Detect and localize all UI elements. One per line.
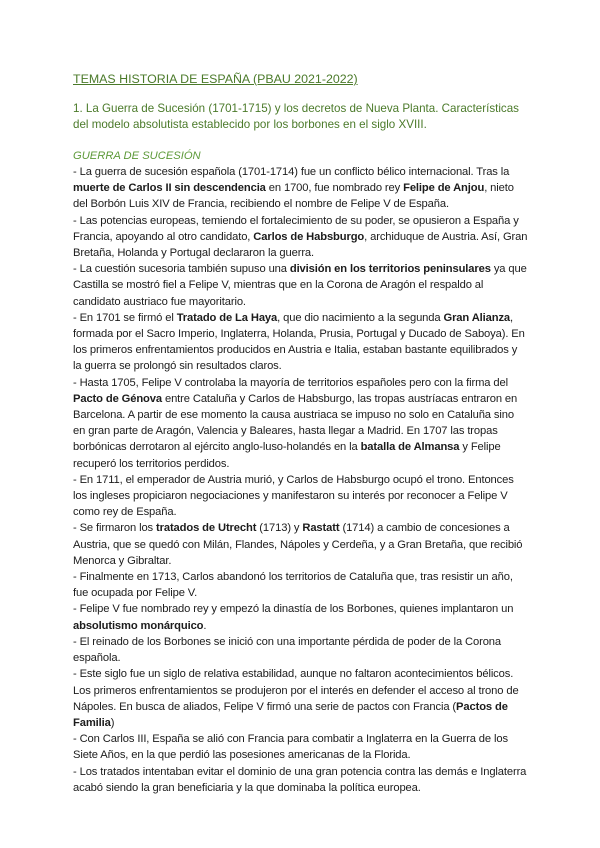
bold-term: Pacto de Génova xyxy=(73,392,162,405)
bold-term: Gran Alianza xyxy=(443,311,511,324)
text-run: (1713) y xyxy=(256,522,303,535)
bold-term: tratados de Utrecht xyxy=(156,522,257,535)
text-run: . xyxy=(203,619,207,632)
paragraph xyxy=(73,601,528,633)
paragraph xyxy=(73,375,528,472)
text-run: - Hasta 1705, Felipe V controlaba la mayoría de territorios españoles pero con la firma del xyxy=(73,376,508,389)
paragraph xyxy=(73,666,528,731)
bold-term: muerte de Carlos II sin descendencia xyxy=(73,182,266,195)
paragraph xyxy=(73,213,528,262)
text-run: ya que Castilla se mostró fiel a Felipe V, mientras que en la Corona de Aragón el respaldo al candidato austriaco fue mayoritario. xyxy=(73,263,527,308)
bold-term: Carlos de Habsburgo xyxy=(253,230,365,243)
paragraph xyxy=(73,520,528,569)
text-run: - Este siglo fue un siglo de relativa estabilidad, aunque no faltaron acontecimientos bélicos. Los primeros enfrentamientos se produjeron por el interés en defender el acceso al trono de Nápoles. En busca de aliados, Felipe V firmó una serie de pactos con Francia ( xyxy=(73,668,519,713)
paragraph xyxy=(73,569,528,601)
bold-term: absolutismo monárquico xyxy=(73,619,204,632)
paragraph xyxy=(73,310,528,375)
paragraph xyxy=(73,634,528,666)
text-run: ) xyxy=(110,716,115,729)
text-run: - El reinado de los Borbones se inició con una importante pérdida de poder de la Corona española. xyxy=(73,635,502,665)
text-run: entre Cataluña y Carlos de Habsburgo, las tropas austríacas entraron en Barcelona. A partir de ese momento la causa austriaca se impuso no solo en Cataluña sino en gran parte de Aragón, Valencia y Baleares, hasta llegar a Madrid. En 1707 las tropas borbónicas derrotaron al ejército anglo-luso-holandés en la xyxy=(73,392,518,454)
section-heading: GUERRA DE SUCESIÓN xyxy=(73,150,201,162)
text-run: y Felipe recuperó los territorios perdidos. xyxy=(73,441,501,470)
text-run: , archiduque de Austria. Así, Gran Bretaña, Holanda y Portugal declararon la guerra. xyxy=(73,230,528,260)
paragraph xyxy=(73,472,528,521)
text-run: - En 1701 se firmó el xyxy=(73,311,177,324)
text-run: , que dio nacimiento a la segunda xyxy=(277,311,444,324)
question-heading: 1. La Guerra de Sucesión (1701-1715) y los decretos de Nueva Planta. Características del modelo absolutista establecido por los borbones en el siglo XVIII. xyxy=(73,102,519,131)
text-run: - La cuestión sucesoria también supuso una xyxy=(73,263,290,276)
text-run: en 1700, fue nombrado rey xyxy=(265,182,404,195)
bold-term: Tratado de La Haya xyxy=(176,311,278,324)
text-run: , nieto del Borbón Luis XIV de Francia, recibiendo el nombre de Felipe V de España. xyxy=(73,182,514,211)
paragraph xyxy=(73,164,528,213)
text-run: - Las potencias europeas, temiendo el fortalecimiento de su poder, se opusieron a España y Francia, apoyando al otro candidato, xyxy=(73,214,519,243)
text-run: - Felipe V fue nombrado rey y empezó la dinastía de los Borbones, quienes implantaron un xyxy=(73,603,514,616)
text-run: - Finalmente en 1713, Carlos abandonó los territorios de Cataluña que, tras resistir un año, fue ocupada por Felipe V. xyxy=(73,571,513,600)
body-text xyxy=(73,164,528,796)
text-run: - Se firmaron los xyxy=(73,522,157,535)
paragraph xyxy=(73,764,528,796)
bold-term: Felipe de Anjou xyxy=(403,182,485,195)
document-page xyxy=(73,71,528,796)
document-title: TEMAS HISTORIA DE ESPAÑA (PBAU 2021-2022) xyxy=(73,72,358,86)
text-run: - Los tratados intentaban evitar el dominio de una gran potencia contra las demás e Inglaterra acabó siendo la gran beneficiaria y la que dominaba la política europea. xyxy=(73,765,527,794)
paragraph xyxy=(73,261,528,310)
text-run: - Con Carlos III, España se alió con Francia para combatir a Inglaterra en la Guerra de los Siete Años, en la que perdió las posesiones americanas de la Florida. xyxy=(73,733,508,762)
bold-term: Pactos de Familia xyxy=(73,700,508,729)
text-run: - La guerra de sucesión española (1701-1714) fue un conflicto bélico internacional. Tras la xyxy=(73,166,510,178)
bold-term: batalla de Almansa xyxy=(360,441,460,454)
bold-term: Rastatt xyxy=(302,522,340,535)
text-run: , formada por el Sacro Imperio, Inglaterra, Holanda, Prusia, Portugal y Ducado de Saboya). En los primeros enfrentamientos producidos en Austria e Italia, estaban bastante equilibrados y la guerra se prolongó sin resultados claros. xyxy=(73,311,525,373)
paragraph xyxy=(73,731,528,763)
bold-term: división en los territorios peninsulares xyxy=(289,263,491,276)
text-run: (1714) a cambio de concesiones a Austria, que se quedó con Milán, Flandes, Nápoles y Cerdeña, y a Gran Bretaña, que recibió Menorca y Gibraltar. xyxy=(73,522,523,567)
text-run: - En 1711, el emperador de Austria murió, y Carlos de Habsburgo ocupó el trono. Entonces los ingleses propiciaron negociaciones y manifestaron su interés por reconocer a Felipe V como rey de España. xyxy=(73,473,514,519)
